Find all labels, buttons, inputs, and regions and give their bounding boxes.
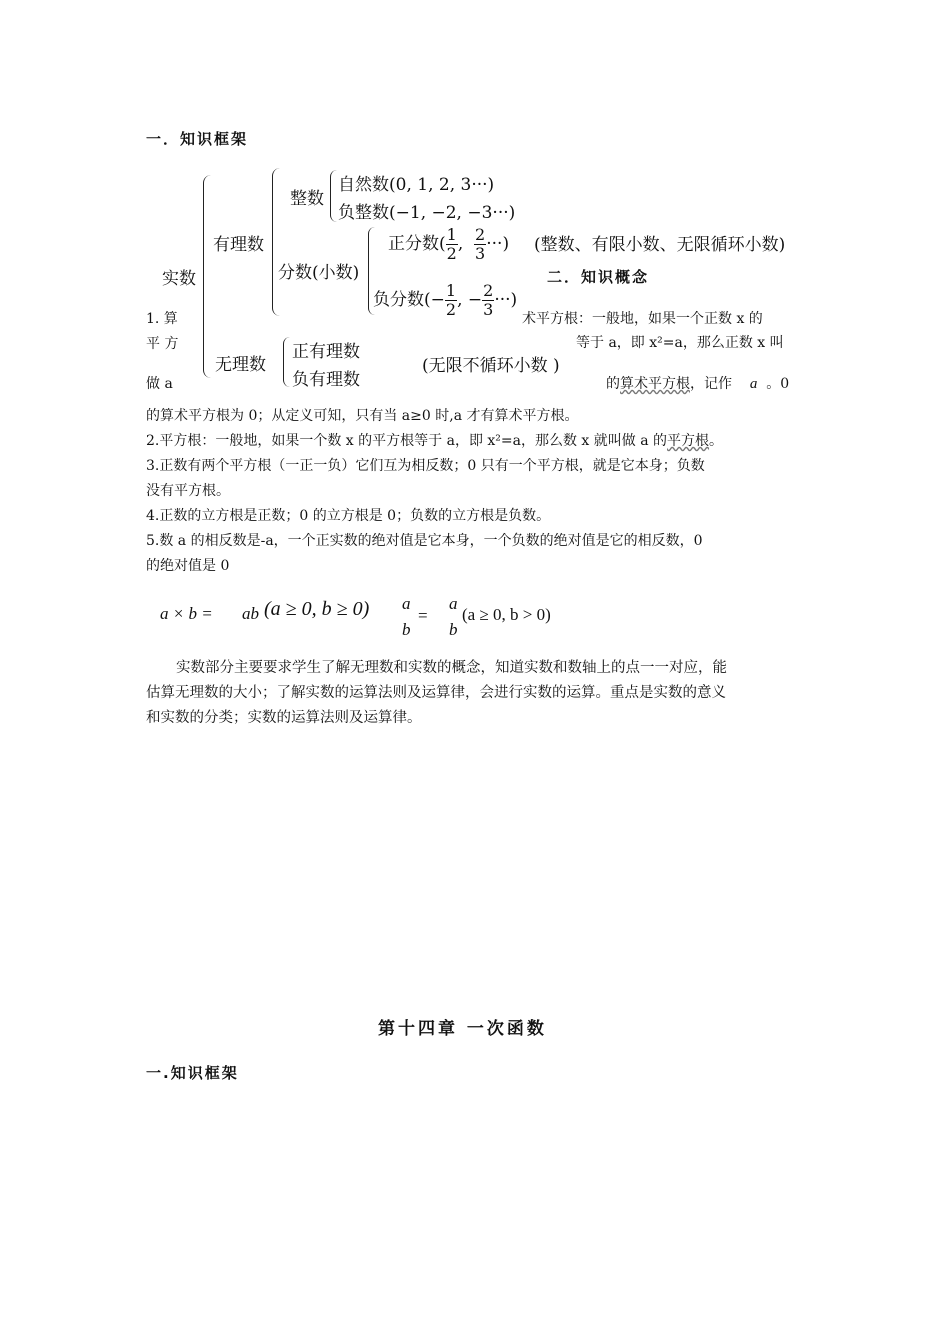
tree-positive-fraction: 正分数( $\frac{1}{2}$ , $\frac{2}{3}$ ···) bbox=[388, 225, 510, 263]
fraction-two-thirds: $\frac{2}{3}$ bbox=[475, 225, 486, 263]
p3-line1: 3.正数有两个平方根（一正一负）它们互为相反数；0 只有一个平方根，就是它本身；负数 bbox=[146, 458, 705, 474]
tree-natural-numbers: 自然数(0, 1, 2, 3···) bbox=[338, 175, 495, 195]
formula2-equals: = bbox=[418, 606, 428, 625]
summary-line1: 实数部分主要要求学生了解无理数和实数的概念，知道实数和数轴上的点一一对应，能 bbox=[176, 660, 727, 676]
formula2-rhs-numerator: a bbox=[449, 594, 458, 613]
section-title-knowledge-framework: 一．知识框架 bbox=[146, 130, 249, 148]
section-title-knowledge-concepts: 二．知识概念 bbox=[547, 268, 650, 286]
p5-line2: 的绝对值是 0 bbox=[146, 558, 230, 574]
p1-left-line2: 平 方 bbox=[146, 336, 179, 352]
brace-real bbox=[203, 175, 212, 378]
p1-left-line3: 做 a bbox=[146, 376, 173, 392]
p1-right-line1: 术平方根：一般地，如果一个正数 x 的 bbox=[522, 311, 763, 327]
p2-square-root: 2.平方根：一般地，如果一个数 x 的平方根等于 a，即 x²=a，那么数 x 就叫做 a 的平方根。 bbox=[146, 433, 724, 449]
brace-irrational bbox=[283, 337, 290, 387]
tree-positive-irrational: 正有理数 bbox=[292, 342, 360, 362]
tree-root-real-numbers: 实数 bbox=[162, 269, 196, 289]
p1-continuation: 的算术平方根为 0；从定义可知，只有当 a≥0 时,a 才有算术平方根。 bbox=[146, 408, 579, 424]
summary-line3: 和实数的分类；实数的运算法则及运算律。 bbox=[146, 710, 422, 726]
fraction-one-half: $\frac{1}{2}$ bbox=[446, 225, 457, 263]
tree-fraction: 分数(小数) bbox=[278, 263, 360, 283]
brace-integer bbox=[330, 170, 337, 222]
p1-right-line2: 等于 a，即 x²=a，那么正数 x 叫 bbox=[576, 335, 784, 351]
tree-integer: 整数 bbox=[290, 189, 324, 209]
tree-rational: 有理数 bbox=[213, 235, 264, 255]
p1-left-line1: 1. 算 bbox=[146, 311, 178, 327]
tree-rational-note: (整数、有限小数、无限循环小数) bbox=[534, 235, 786, 255]
tree-negative-fraction: 负分数(− $\frac{1}{2}$ , − $\frac{2}{3}$ ···) bbox=[373, 281, 518, 319]
fraction-neg-two-thirds: $\frac{2}{3}$ bbox=[483, 281, 494, 319]
p3-line2: 没有平方根。 bbox=[146, 483, 230, 499]
symbol-sqrt-a: a bbox=[749, 376, 758, 392]
term-square-root: 平方根 bbox=[667, 433, 710, 449]
p4-cube-root: 4.正数的立方根是正数；0 的立方根是 0；负数的立方根是负数。 bbox=[146, 508, 551, 524]
summary-line2: 估算无理数的大小；了解实数的运算法则及运算律，会进行实数的运算。重点是实数的意义 bbox=[146, 685, 726, 701]
formula1-lhs: a × b = bbox=[160, 604, 213, 623]
term-arithmetic-square-root: 算术平方根 bbox=[620, 376, 690, 392]
tree-negative-integers: 负整数(−1, −2, −3···) bbox=[338, 203, 516, 223]
tree-negative-irrational: 负有理数 bbox=[292, 370, 360, 390]
tree-irrational: 无理数 bbox=[215, 355, 266, 375]
formula2-numerator: a bbox=[402, 594, 411, 613]
formula2-rhs-denominator: b bbox=[449, 620, 458, 639]
brace-rational bbox=[272, 168, 281, 316]
fraction-neg-one-half: $\frac{1}{2}$ bbox=[445, 281, 457, 319]
section-title-framework-ch14: 一.知识框架 bbox=[146, 1064, 239, 1082]
formula2-denominator: b bbox=[402, 620, 411, 639]
p1-right-line3: 的算术平方根，记作 a 。0 bbox=[606, 376, 790, 392]
chapter-title: 第十四章 一次函数 bbox=[378, 1019, 547, 1039]
tree-irrational-note: (无限不循环小数 ) bbox=[422, 356, 560, 376]
formula2-condition: (a ≥ 0, b > 0) bbox=[462, 605, 551, 624]
formula1-condition: (a ≥ 0, b ≥ 0) bbox=[264, 598, 370, 620]
p5-line1: 5.数 a 的相反数是-a，一个正实数的绝对值是它本身，一个负数的绝对值是它的相反数，0 bbox=[146, 533, 703, 549]
formula1-rhs: ab bbox=[242, 604, 259, 623]
